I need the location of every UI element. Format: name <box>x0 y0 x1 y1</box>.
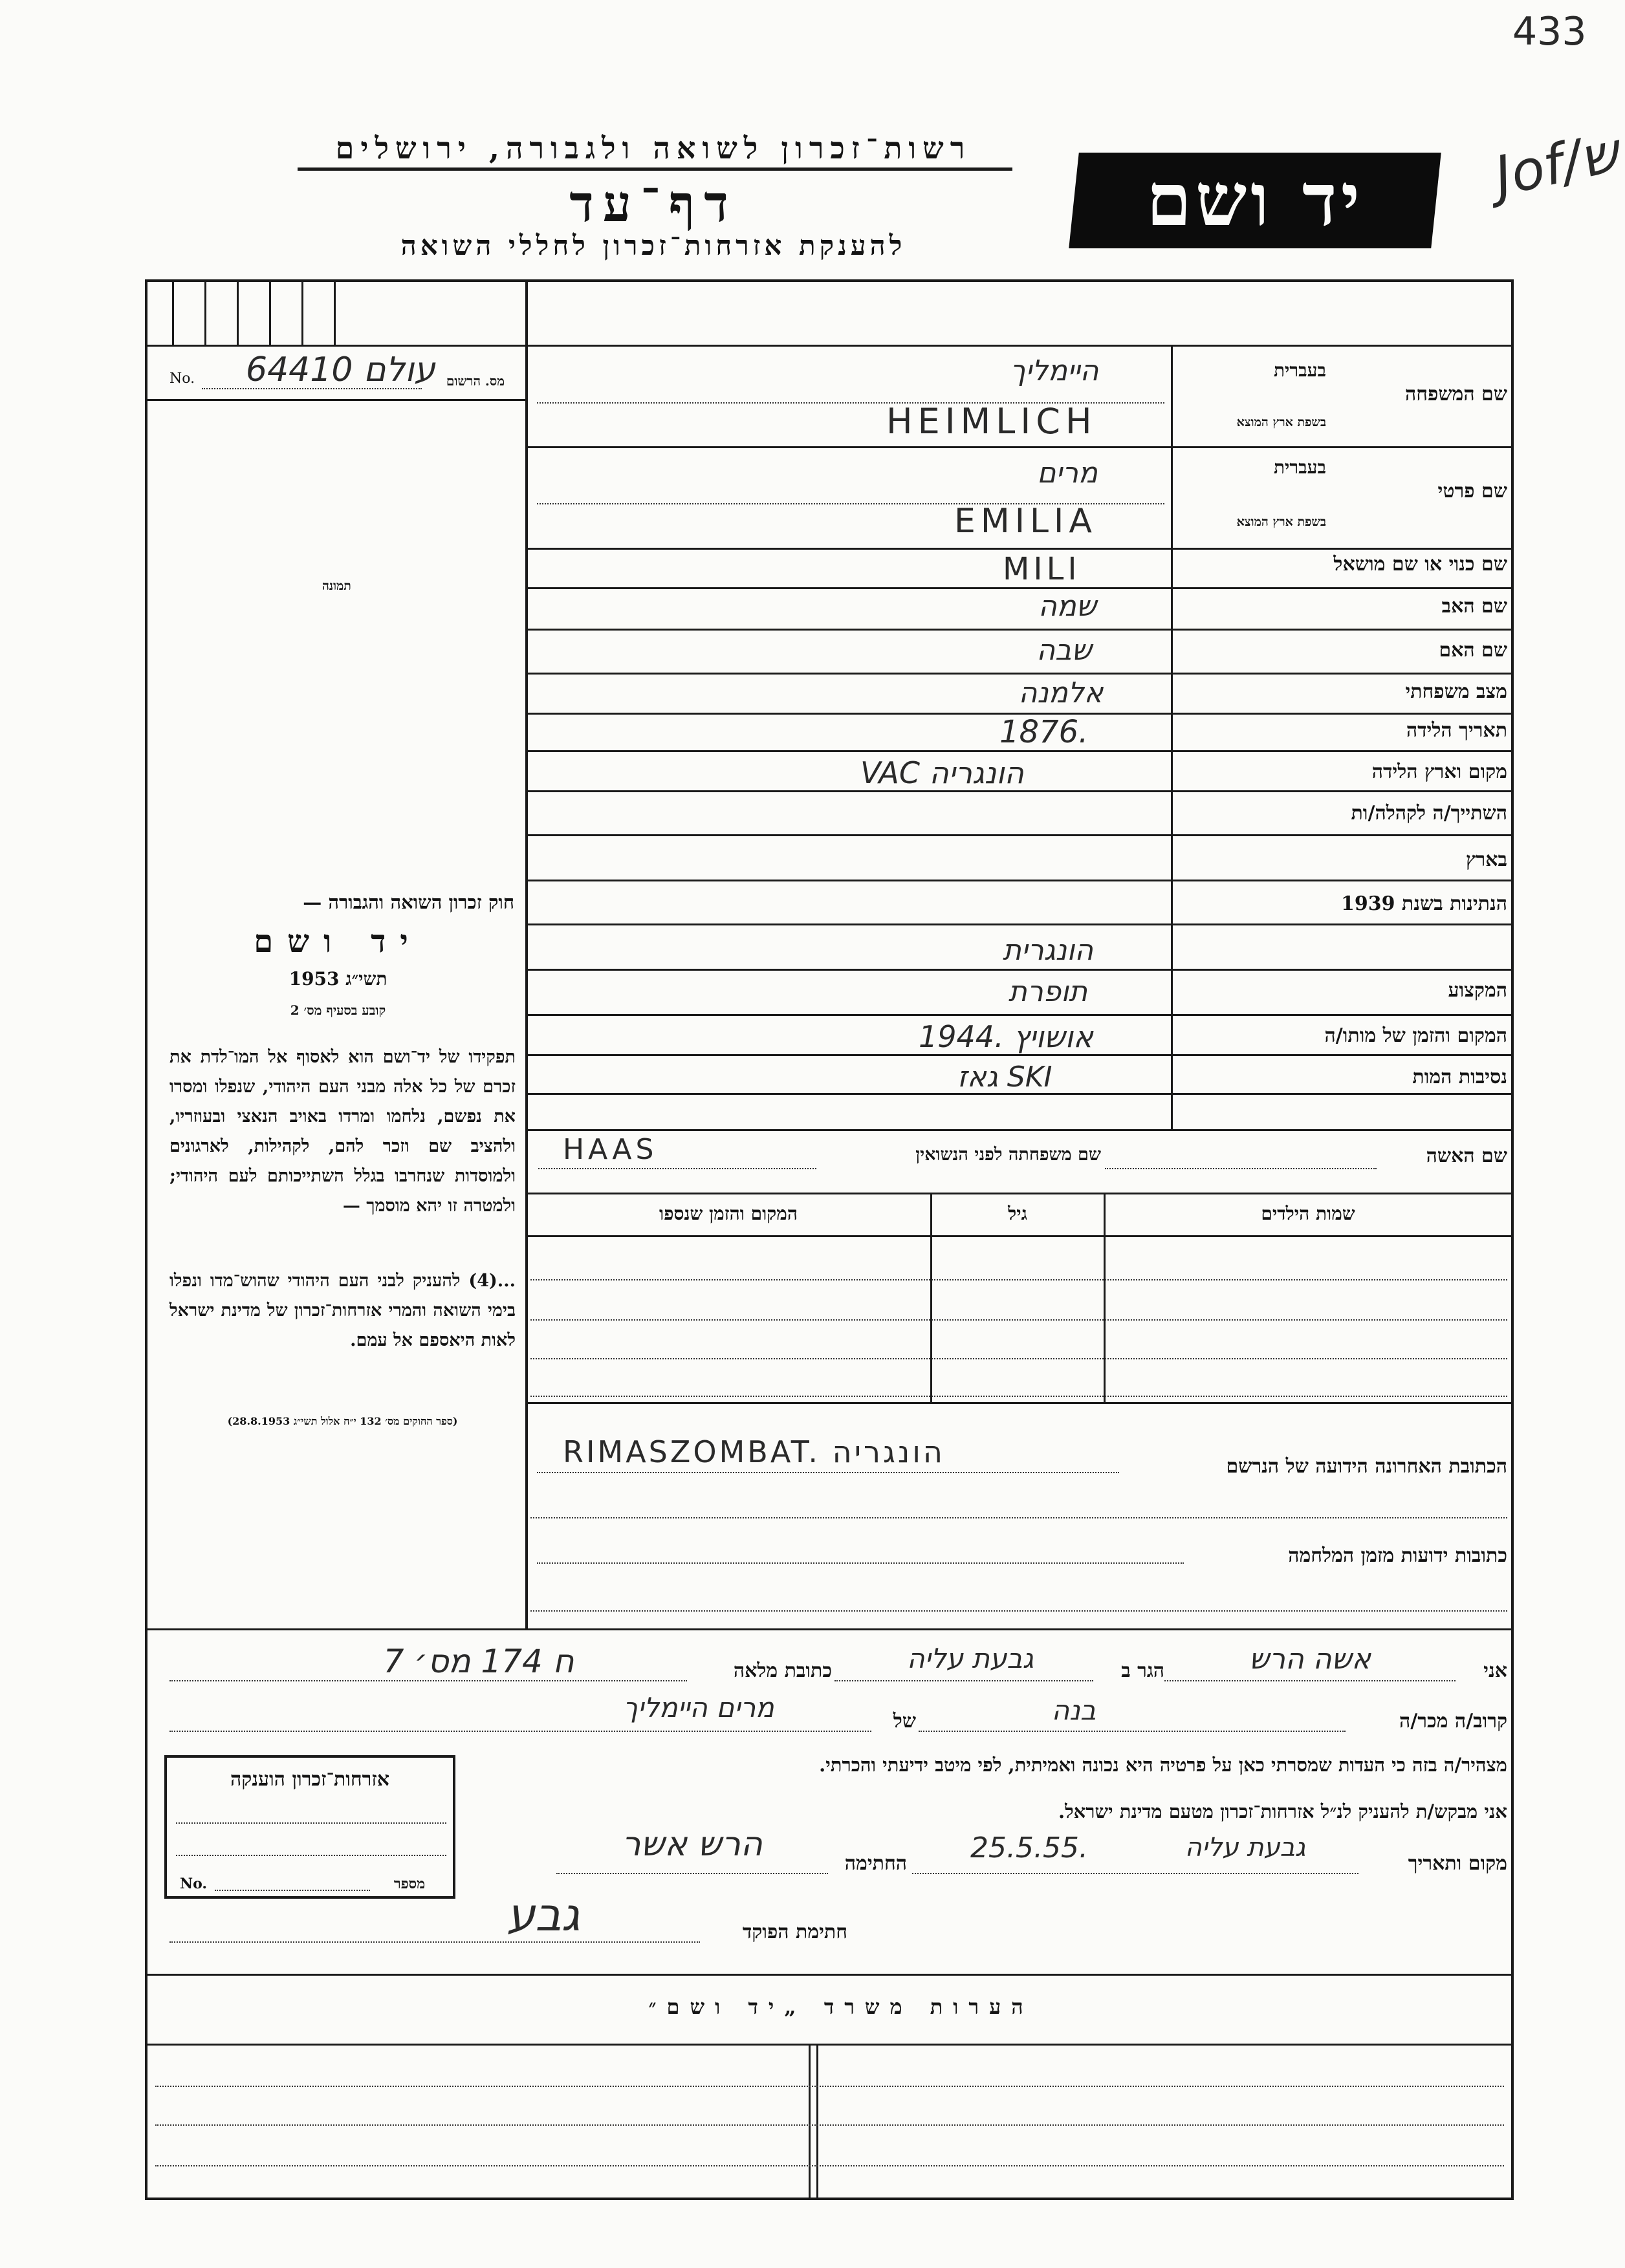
law-paragraph-1: תפקידו של יד־ושם הוא לאסוף אל המו־לדת את זכרם של כל אלה מבני העם היהודי, שנפלו ומסרו את נפשם, נלחמו ומרדו באויב הנאצי ובעוזריו, ולהציב שם וזכר להם, לקהילות, לארגונים ולמוסדות שנחרבו בגלל השתייכותם לעם היהודי; ולמטרה זו יהא מוסמך — <box>169 1047 516 1216</box>
header-rule <box>298 167 1012 171</box>
declarant-city: גבעת עליה <box>907 1643 1034 1674</box>
registration-label: מס. הרשום <box>446 373 505 389</box>
margin-note: Jof/ש <box>1489 120 1625 209</box>
death-value: 1944. אושויץ <box>919 1019 1093 1054</box>
law-name: יד ושם <box>254 923 422 960</box>
death-circumstances-label: נסיבות המות <box>1412 1066 1507 1088</box>
law-title: חוק זכרון השואה והגבורה — <box>303 891 514 913</box>
first-name-origin-label: בשפת ארץ המוצא <box>1236 515 1326 529</box>
last-address-label: הכתובת האחרונה הידועה של הנרשם <box>1226 1455 1507 1478</box>
relative-label: קרוב/ה מכר/ה <box>1399 1710 1507 1733</box>
signature-label: החתימה <box>844 1852 907 1875</box>
country-label: בארץ <box>1465 848 1507 871</box>
last-address-value: RIMASZOMBAT. הונגריה <box>563 1434 945 1469</box>
birth-date-label: תאריך הלידה <box>1406 719 1507 742</box>
citizenship-no-label: No. <box>180 1875 208 1892</box>
first-name-origin-value: EMILIA <box>954 502 1097 541</box>
official-signature-label: חתימת הפוקד <box>742 1921 847 1943</box>
family-name-label: שם המשפחה <box>1404 383 1507 405</box>
declaration-place: גבעת עליה <box>1184 1833 1306 1863</box>
photo-label: תמונה <box>322 579 351 593</box>
birth-date-value: 1876. <box>999 714 1089 750</box>
first-name-hebrew-label: בעברית <box>1273 457 1326 478</box>
profession-value: תופרת <box>1008 975 1088 1008</box>
death-label: המקום והזמן של מותו/ה <box>1324 1024 1507 1047</box>
family-name-origin-label: בשפת ארץ המוצא <box>1236 415 1326 429</box>
registration-no-label: No. <box>169 371 195 387</box>
law-citation: (ספר החוקים מס׳ 132 י״ח אלול תשי״ג 28.8.1953) <box>227 1415 458 1427</box>
yad-vashem-logo <box>1069 153 1441 248</box>
form-title: דף־עד <box>569 175 737 233</box>
profession-label: המקצוע <box>1448 979 1507 1002</box>
nickname-label: שם כנוי או שם מושאל <box>1333 553 1507 576</box>
children-header-place-time: המקום והזמן שנספו <box>659 1203 798 1224</box>
authority-title: רשות־זכרון לשואה ולגבורה, ירושלים <box>335 131 972 166</box>
declaration-date: 25.5.55. <box>970 1831 1088 1864</box>
logo-text: יד ושם <box>1146 158 1364 243</box>
wife-maiden-label: שם משפחתה לפני הנשואין <box>915 1145 1101 1165</box>
office-notes-title: הערות משרד „יד ושם״ <box>648 1994 1034 2019</box>
declarant-i-label: אני <box>1483 1659 1507 1682</box>
death-circumstances-value: גאז SKI <box>957 1061 1052 1094</box>
official-signature: גבע <box>507 1888 580 1941</box>
first-name-label: שם פרטי <box>1437 480 1507 502</box>
law-year: תשי״ג 1953 <box>289 968 387 989</box>
citizenship-box-title: אזרחות־זכרון הוענקה <box>230 1768 390 1791</box>
community-label: השתייך/ה לקהלה/ות <box>1351 802 1507 825</box>
place-date-label: מקום ותאריך <box>1408 1852 1507 1875</box>
registration-number: 64410 עולם <box>246 351 435 389</box>
form-subtitle: להענקת אזרחות־זכרון לחללי השואה <box>400 230 906 261</box>
family-name-hebrew-value: היימליך <box>1010 354 1099 387</box>
law-paragraph-2: ...(4) להעניק לבני העם היהודי שהוש־מדו ונפלו בימי השואה והמרי אזרחות־זכרון של מדינת ישראל לאות היאספם אל עמם. <box>169 1271 516 1350</box>
mother-label: שם האם <box>1439 639 1507 662</box>
nationality-value: הונגרית <box>1002 934 1094 967</box>
family-name-hebrew-label: בעברית <box>1273 360 1326 381</box>
children-header-names: שמות הילדים <box>1261 1203 1355 1224</box>
father-value: שמה <box>1038 590 1096 623</box>
citizenship-box <box>164 1755 455 1899</box>
birth-place-label: מקום וארץ הלידה <box>1371 761 1507 783</box>
children-header-age: גיל <box>1008 1203 1027 1224</box>
relative-relation: בנה <box>1051 1694 1096 1726</box>
marital-value: אלמנה <box>1018 676 1104 709</box>
relative-of-name: מרים היימליך <box>623 1692 774 1723</box>
archive-number: 433 <box>1512 9 1587 54</box>
declarant-name: אשה הרש <box>1249 1643 1371 1676</box>
declarant-signature: הרש אשר <box>622 1825 763 1864</box>
father-label: שם האב <box>1441 595 1507 618</box>
nickname-value: MILI <box>1003 551 1081 587</box>
citizenship-number-label: מספר <box>393 1875 426 1892</box>
declaration-statement-1: מצהיר/ה בזה כי העדות שמסרתי כאן על פרטיה היא נכונה ואמיתית, לפי מיטב ידיעתי והכרתי. <box>819 1754 1507 1776</box>
law-clause: קובע בסעיף מס׳ 2 <box>290 1002 386 1018</box>
declarant-address: ח 174 מס׳ 7 <box>383 1643 574 1680</box>
war-addresses-label: כתובות ידועות מזמן המלחמה <box>1288 1544 1507 1567</box>
nationality-label: הנתינות בשנת 1939 <box>1340 892 1507 915</box>
declarant-resides-label: הגר ב <box>1121 1659 1164 1682</box>
wife-maiden-value: HAAS <box>563 1133 658 1166</box>
wife-label: שם האשה <box>1426 1145 1507 1167</box>
marital-label: מצב משפחתי <box>1405 680 1507 703</box>
declaration-statement-2: אני מבקש/ת להעניק לנ״ל אזרחות־זכרון מטעם מדינת ישראל. <box>1058 1800 1507 1822</box>
first-name-hebrew-value: מרים <box>1037 457 1098 490</box>
family-name-origin-value: HEIMLICH <box>886 401 1097 442</box>
mother-value: שבה <box>1036 634 1092 667</box>
declarant-address-label: כתובת מלאה <box>733 1659 832 1682</box>
relative-of-label: של <box>893 1710 916 1733</box>
birth-place-value: VAC הונגריה <box>860 755 1024 790</box>
